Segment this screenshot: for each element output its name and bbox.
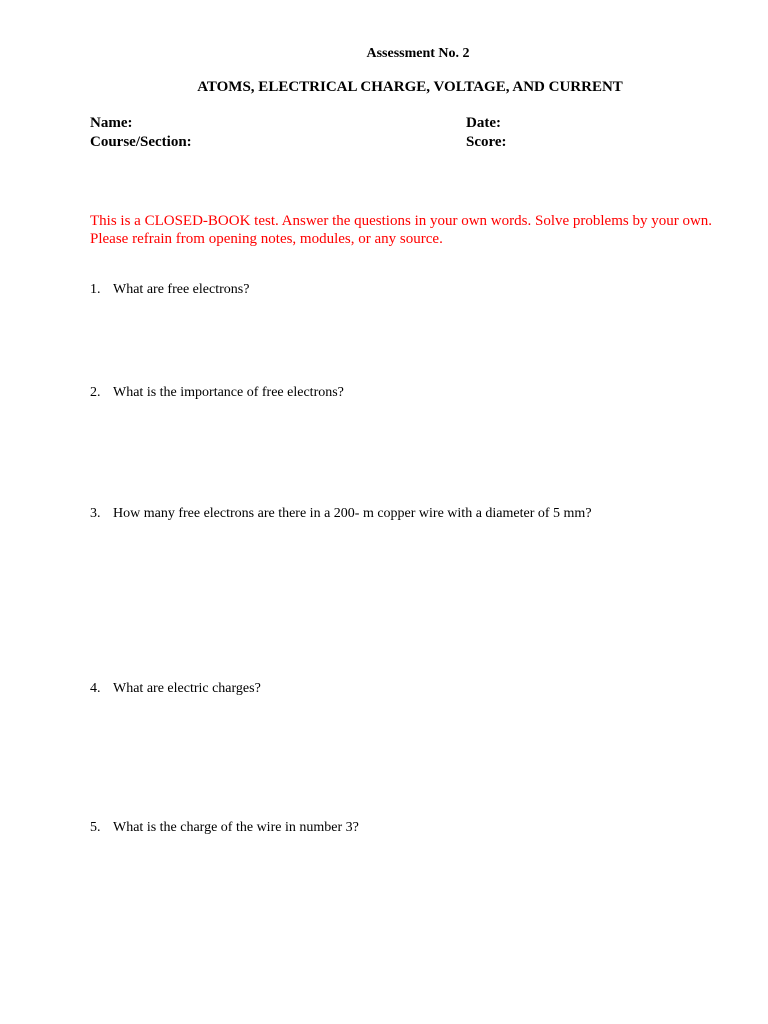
instructions-line-2: Please refrain from opening notes, modules, or any source. xyxy=(90,231,443,247)
course-section-label: Course/Section: xyxy=(90,134,192,150)
question-text: What is the importance of free electrons? xyxy=(113,385,344,400)
instructions-line-1: This is a CLOSED-BOOK test. Answer the questions in your own words. Solve problems by your own. xyxy=(90,213,713,229)
name-label: Name: xyxy=(90,115,133,131)
instructions xyxy=(90,212,740,248)
question-text: What are electric charges? xyxy=(113,681,261,696)
question-number: 1. xyxy=(90,282,101,297)
date-label: Date: xyxy=(466,115,501,131)
question-text: What are free electrons? xyxy=(113,282,250,297)
question-2 xyxy=(90,385,344,401)
question-number: 3. xyxy=(90,506,101,521)
page-title: ATOMS, ELECTRICAL CHARGE, VOLTAGE, AND CURRENT xyxy=(197,79,623,95)
assessment-number: Assessment No. 2 xyxy=(366,46,470,61)
question-number: 2. xyxy=(90,385,101,400)
question-1 xyxy=(90,282,249,298)
question-number: 4. xyxy=(90,681,101,696)
score-label: Score: xyxy=(466,134,507,150)
question-text: What is the charge of the wire in number 3? xyxy=(113,820,359,835)
question-4 xyxy=(90,681,261,697)
question-5 xyxy=(90,820,359,836)
question-text: How many free electrons are there in a 200- m copper wire with a diameter of 5 mm? xyxy=(113,506,592,521)
question-number: 5. xyxy=(90,820,101,835)
question-3 xyxy=(90,506,592,522)
